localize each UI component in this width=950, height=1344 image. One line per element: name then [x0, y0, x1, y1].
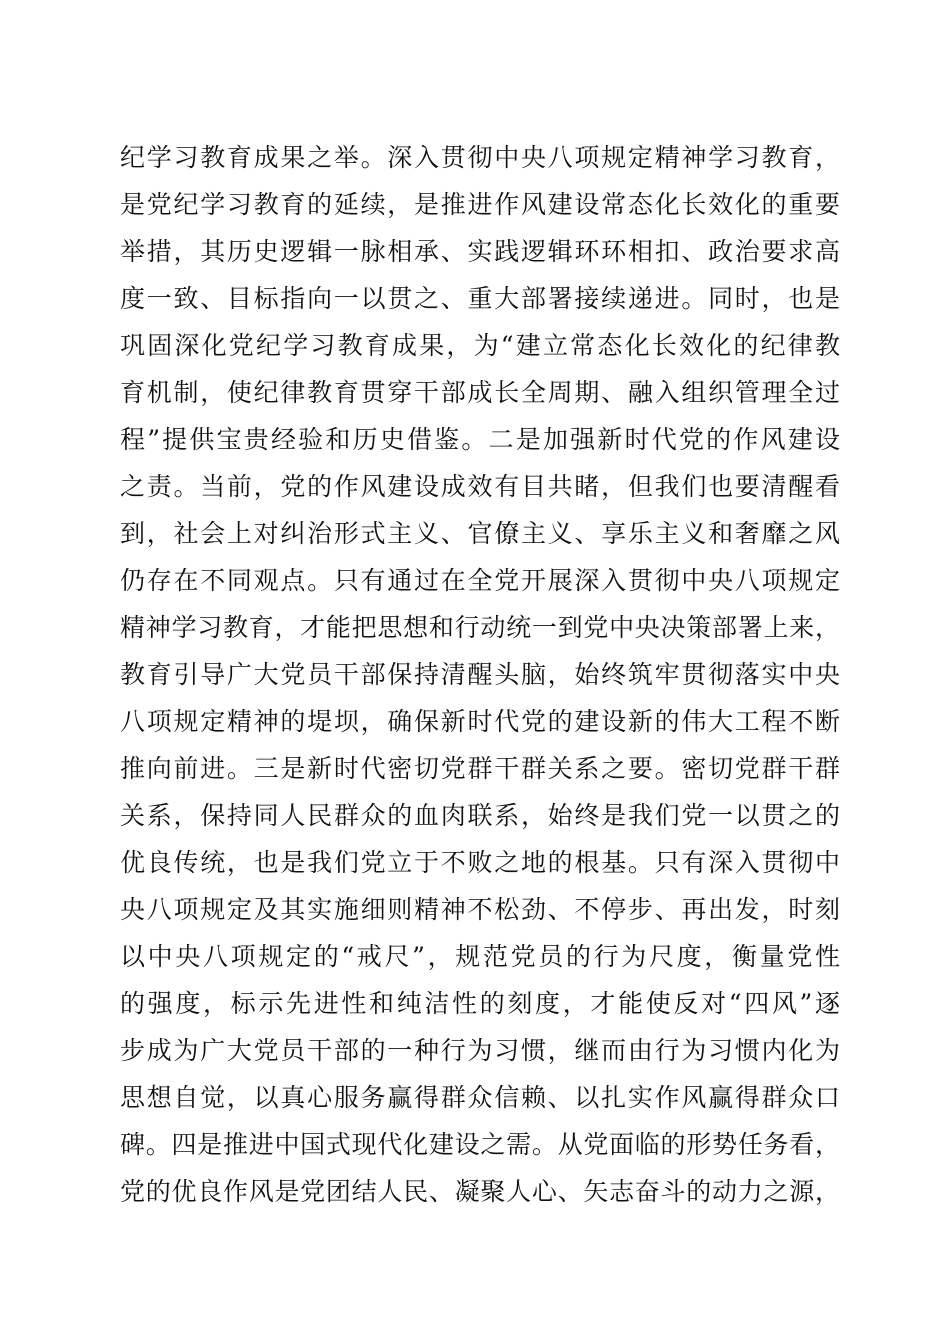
text-line: 八项规定精神的堤坝，确保新时代党的建设新的伟大工程不断	[120, 707, 840, 736]
text-line: 是党纪学习教育的延续，是推进作风建设常态化长效化的重要	[120, 190, 840, 219]
text-line: 步成为广大党员干部的一种行为习惯，继而由行为习惯内化为	[120, 1036, 840, 1065]
text-line: 关系，保持同人民群众的血肉联系，始终是我们党一以贯之的	[120, 801, 840, 830]
body-text	[120, 134, 840, 1215]
text-line: 度一致、目标指向一以贯之、重大部署接续递进。同时，也是	[120, 284, 840, 313]
text-line: 育机制，使纪律教育贯穿干部成长全周期、融入组织管理全过	[120, 378, 840, 407]
text-line: 优良传统，也是我们党立于不败之地的根基。只有深入贯彻中	[120, 848, 840, 877]
text-line: 精神学习教育，才能把思想和行动统一到党中央决策部署上来，	[120, 613, 840, 642]
text-line: 碑。四是推进中国式现代化建设之需。从党面临的形势任务看，	[120, 1130, 840, 1159]
text-line: 纪学习教育成果之举。深入贯彻中央八项规定精神学习教育，	[120, 143, 840, 172]
text-line: 程”提供宝贵经验和历史借鉴。二是加强新时代党的作风建设	[120, 425, 840, 454]
text-line: 教育引导广大党员干部保持清醒头脑，始终筑牢贯彻落实中央	[120, 660, 840, 689]
text-line: 思想自觉，以真心服务赢得群众信赖、以扎实作风赢得群众口	[120, 1083, 840, 1112]
text-line: 巩固深化党纪学习教育成果，为“建立常态化长效化的纪律教	[120, 331, 840, 360]
text-line: 之责。当前，党的作风建设成效有目共睹，但我们也要清醒看	[120, 472, 840, 501]
text-line: 仍存在不同观点。只有通过在全党开展深入贯彻中央八项规定	[120, 566, 840, 595]
text-line: 的强度，标示先进性和纯洁性的刻度，才能使反对“四风”逐	[120, 989, 840, 1018]
text-line: 到，社会上对纠治形式主义、官僚主义、享乐主义和奢靡之风	[120, 519, 840, 548]
text-line: 央八项规定及其实施细则精神不松劲、不停步、再出发，时刻	[120, 895, 840, 924]
text-line: 党的优良作风是党团结人民、凝聚人心、矢志奋斗的动力之源，	[120, 1177, 840, 1206]
text-line: 举措，其历史逻辑一脉相承、实践逻辑环环相扣、政治要求高	[120, 237, 840, 266]
text-line: 推向前进。三是新时代密切党群干群关系之要。密切党群干群	[120, 754, 840, 783]
text-line: 以中央八项规定的“戒尺”，规范党员的行为尺度，衡量党性	[120, 942, 840, 971]
